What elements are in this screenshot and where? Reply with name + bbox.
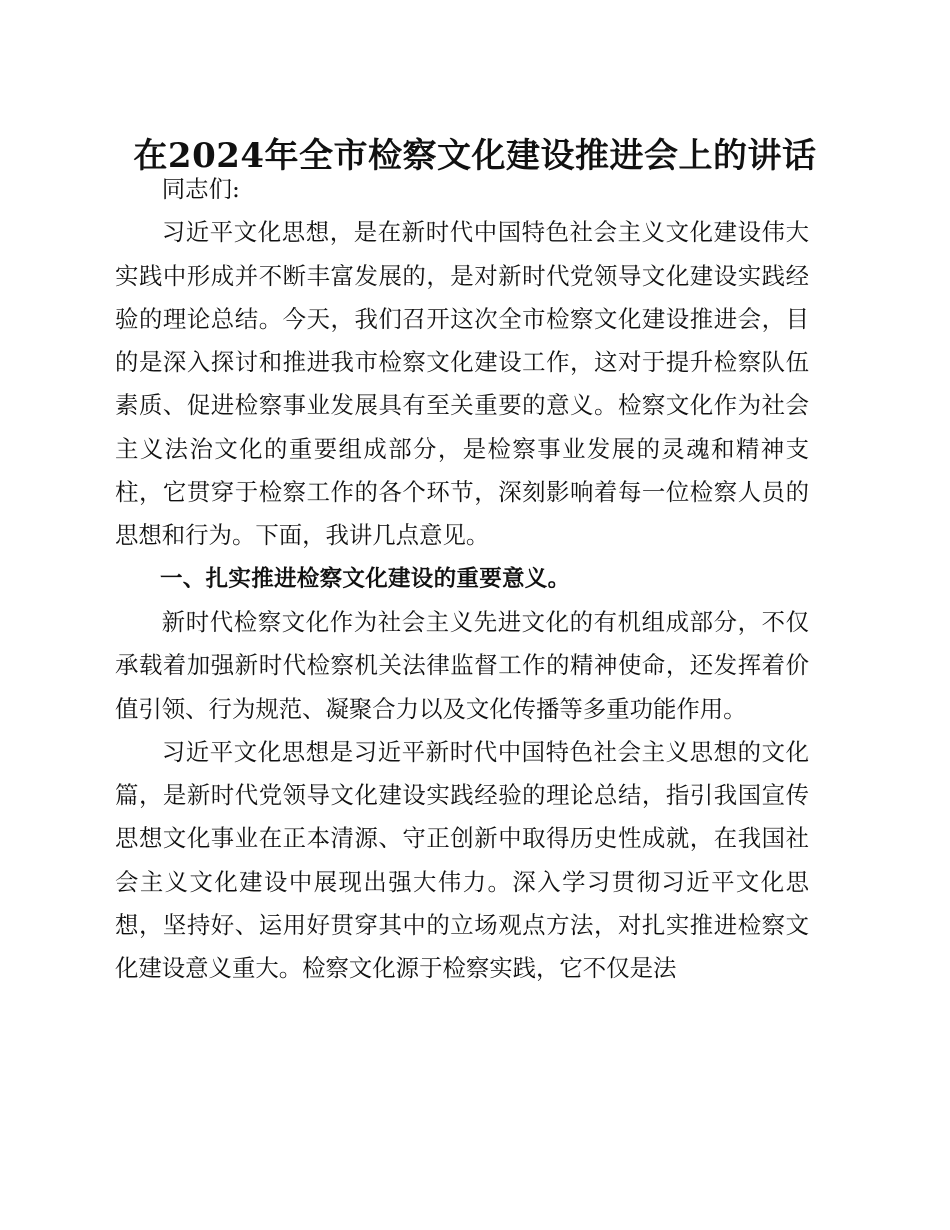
document-body [115,168,809,991]
section-heading-1: 一、扎实推进检察文化建设的重要意义。 [160,565,571,592]
document-title: 在2024年全市检察文化建设推进会上的讲话 [133,136,817,176]
paragraph-intro: 习近平文化思想，是在新时代中国特色社会主义文化建设伟大实践中形成并不断丰富发展的，是对新时代党领导文化建设实践经验的理论总结。今天，我们召开这次全市检察文化建设推进会，目的是深入探讨和推进我市检察文化建设工作，这对于提升检察队伍素质、促进检察事业发展具有至关重要的意义。检察文化作为社会主义法治文化的重要组成部分，是检察事业发展的灵魂和精神支柱，它贯穿于检察工作的各个环节，深刻影响着每一位检察人员的思想和行为。下面，我讲几点意见。 [115,218,809,550]
paragraph-section1-1: 新时代检察文化作为社会主义先进文化的有机组成部分，不仅承载着加强新时代检察机关法律监督工作的精神使命，还发挥着价值引领、行为规范、凝聚合力以及文化传播等多重功能作用。 [115,607,809,723]
salutation: 同志们: [161,175,240,203]
paragraph-section1-2: 习近平文化思想是习近平新时代中国特色社会主义思想的文化篇，是新时代党领导文化建设实践经验的理论总结，指引我国宣传思想文化事业在正本清源、守正创新中取得历史性成就，在我国社会主义文化建设中展现出强大伟力。深入学习贯彻习近平文化思想，坚持好、运用好贯穿其中的立场观点方法，对扎实推进检察文化建设意义重大。检察文化源于检察实践，它不仅是法 [115,737,809,983]
